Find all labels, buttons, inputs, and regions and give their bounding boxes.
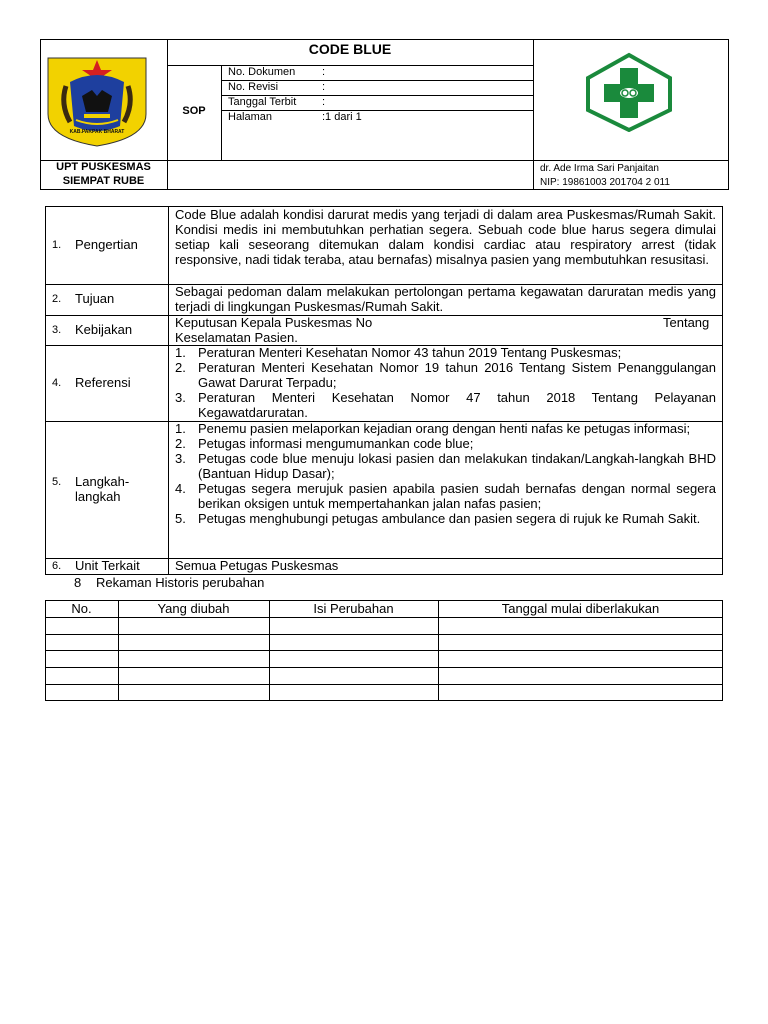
section-label: Kebijakan (75, 322, 133, 337)
referensi-list (175, 345, 716, 420)
header-divider (533, 39, 534, 190)
list-item: 2. Peraturan Menteri Kesehatan Nomor 19 tahun 2016 Tentang Sistem Penanggulangan Gawat Darurat Terpadu; (175, 360, 716, 390)
table-divider (168, 206, 169, 575)
section-text-unit-terkait: Semua Petugas Puskesmas (175, 558, 339, 573)
section-text-kebijakan-c: Keselamatan Pasien. (175, 330, 298, 345)
field-label-no-dokumen: No. Dokumen (228, 66, 296, 78)
history-col-header: Tanggal mulai diberlakukan (501, 601, 660, 616)
section-number: 4. (52, 377, 62, 389)
section-number: 5. (52, 476, 62, 488)
field-label-tanggal-terbit: Tanggal Terbit (228, 96, 297, 108)
field-value-tanggal-terbit: : (322, 96, 326, 108)
section-text-kebijakan-a: Keputusan Kepala Puskesmas No (175, 315, 373, 330)
section-label: Referensi (75, 375, 131, 390)
history-col-header: Yang diubah (157, 601, 230, 616)
list-item: 1. Penemu pasien melaporkan kejadian orang dengan henti nafas ke petugas informasi; (175, 421, 691, 436)
section-number: 2. (52, 293, 62, 305)
sop-label: SOP (182, 105, 206, 117)
history-col-header: No. (71, 601, 92, 616)
org-name-line1: UPT PUSKESMAS (56, 161, 151, 173)
section-number: 1. (52, 239, 62, 251)
table-divider (45, 558, 723, 559)
history-divider (45, 650, 723, 651)
list-item: 5. Petugas menghubungi petugas ambulance dan pasien segera di rujuk ke Rumah Sakit. (175, 511, 701, 526)
section-label: Unit Terkait (75, 558, 140, 573)
section-label: Langkah- (75, 474, 130, 489)
section-label: langkah (75, 489, 121, 504)
district-logo-text: KAB.PAKPAK BHARAT (69, 129, 125, 135)
langkah-list (175, 421, 716, 526)
field-label-no-revisi: No. Revisi (228, 81, 279, 93)
history-number: 8 (74, 575, 82, 590)
table-divider (45, 315, 723, 316)
org-name-line2: SIEMPAT RUBE (62, 175, 145, 187)
history-divider (45, 684, 723, 685)
section-label: Pengertian (75, 237, 138, 252)
field-value-no-dokumen: : (322, 66, 326, 78)
history-title: Rekaman Historis perubahan (96, 575, 265, 590)
signer-nip: NIP: 19861003 201704 2 011 (540, 177, 670, 188)
list-item: 3. Petugas code blue menuju lokasi pasien dan melakukan tindakan/Langkah-langkah BHD (Bantuan Hidup Dasar); (175, 451, 716, 481)
district-logo (46, 56, 148, 148)
signer-name: dr. Ade Irma Sari Panjaitan (540, 163, 659, 174)
list-item: 3. Peraturan Menteri Kesehatan Nomor 47 tahun 2018 Tentang Pelayanan Kegawatdaruratan. (175, 390, 716, 420)
section-label: Tujuan (75, 291, 115, 306)
section-number: 3. (52, 324, 62, 336)
history-divider (45, 634, 723, 635)
list-item: 4. Petugas segera merujuk pasien apabila pasien sudah bernafas dengan normal segera berikan oksigen untuk mempertahankan jalan nafas pasien; (175, 481, 716, 511)
history-col-header: Isi Perubahan (313, 601, 394, 616)
section-text-pengertian: Code Blue adalah kondisi darurat medis yang terjadi di dalam area Puskesmas/Rumah Sakit. Kondisi medis ini membutuhkan perhatian segera. Sebuah code blue harus segera dimulai setiap kali seseorang ditemukan dalam kondisi cardiac atau respiratory arrest (tidak responsive, nadi tidak teraba, atau bernafas) misalnya pasien yang membutuhkan resusitasi. (175, 207, 716, 267)
section-number: 6. (52, 560, 62, 572)
section-text-kebijakan-b: Tentang (663, 315, 710, 330)
history-divider (45, 667, 723, 668)
history-divider (45, 617, 723, 618)
list-item: 2. Petugas informasi mengumumankan code blue; (175, 436, 474, 451)
section-text-tujuan: Sebagai pedoman dalam melakukan pertolongan pertama kegawatan daruratan medis yang terjadi di lingkungan Puskesmas/Rumah Sakit. (175, 284, 716, 314)
puskesmas-logo (584, 52, 674, 132)
list-item: 1. Peraturan Menteri Kesehatan Nomor 43 tahun 2019 Tentang Puskesmas; (175, 345, 622, 360)
field-label-halaman: Halaman (228, 111, 273, 123)
document-title: CODE BLUE (308, 41, 392, 57)
field-value-halaman: :1 dari 1 (322, 111, 362, 123)
field-value-no-revisi: : (322, 81, 326, 93)
